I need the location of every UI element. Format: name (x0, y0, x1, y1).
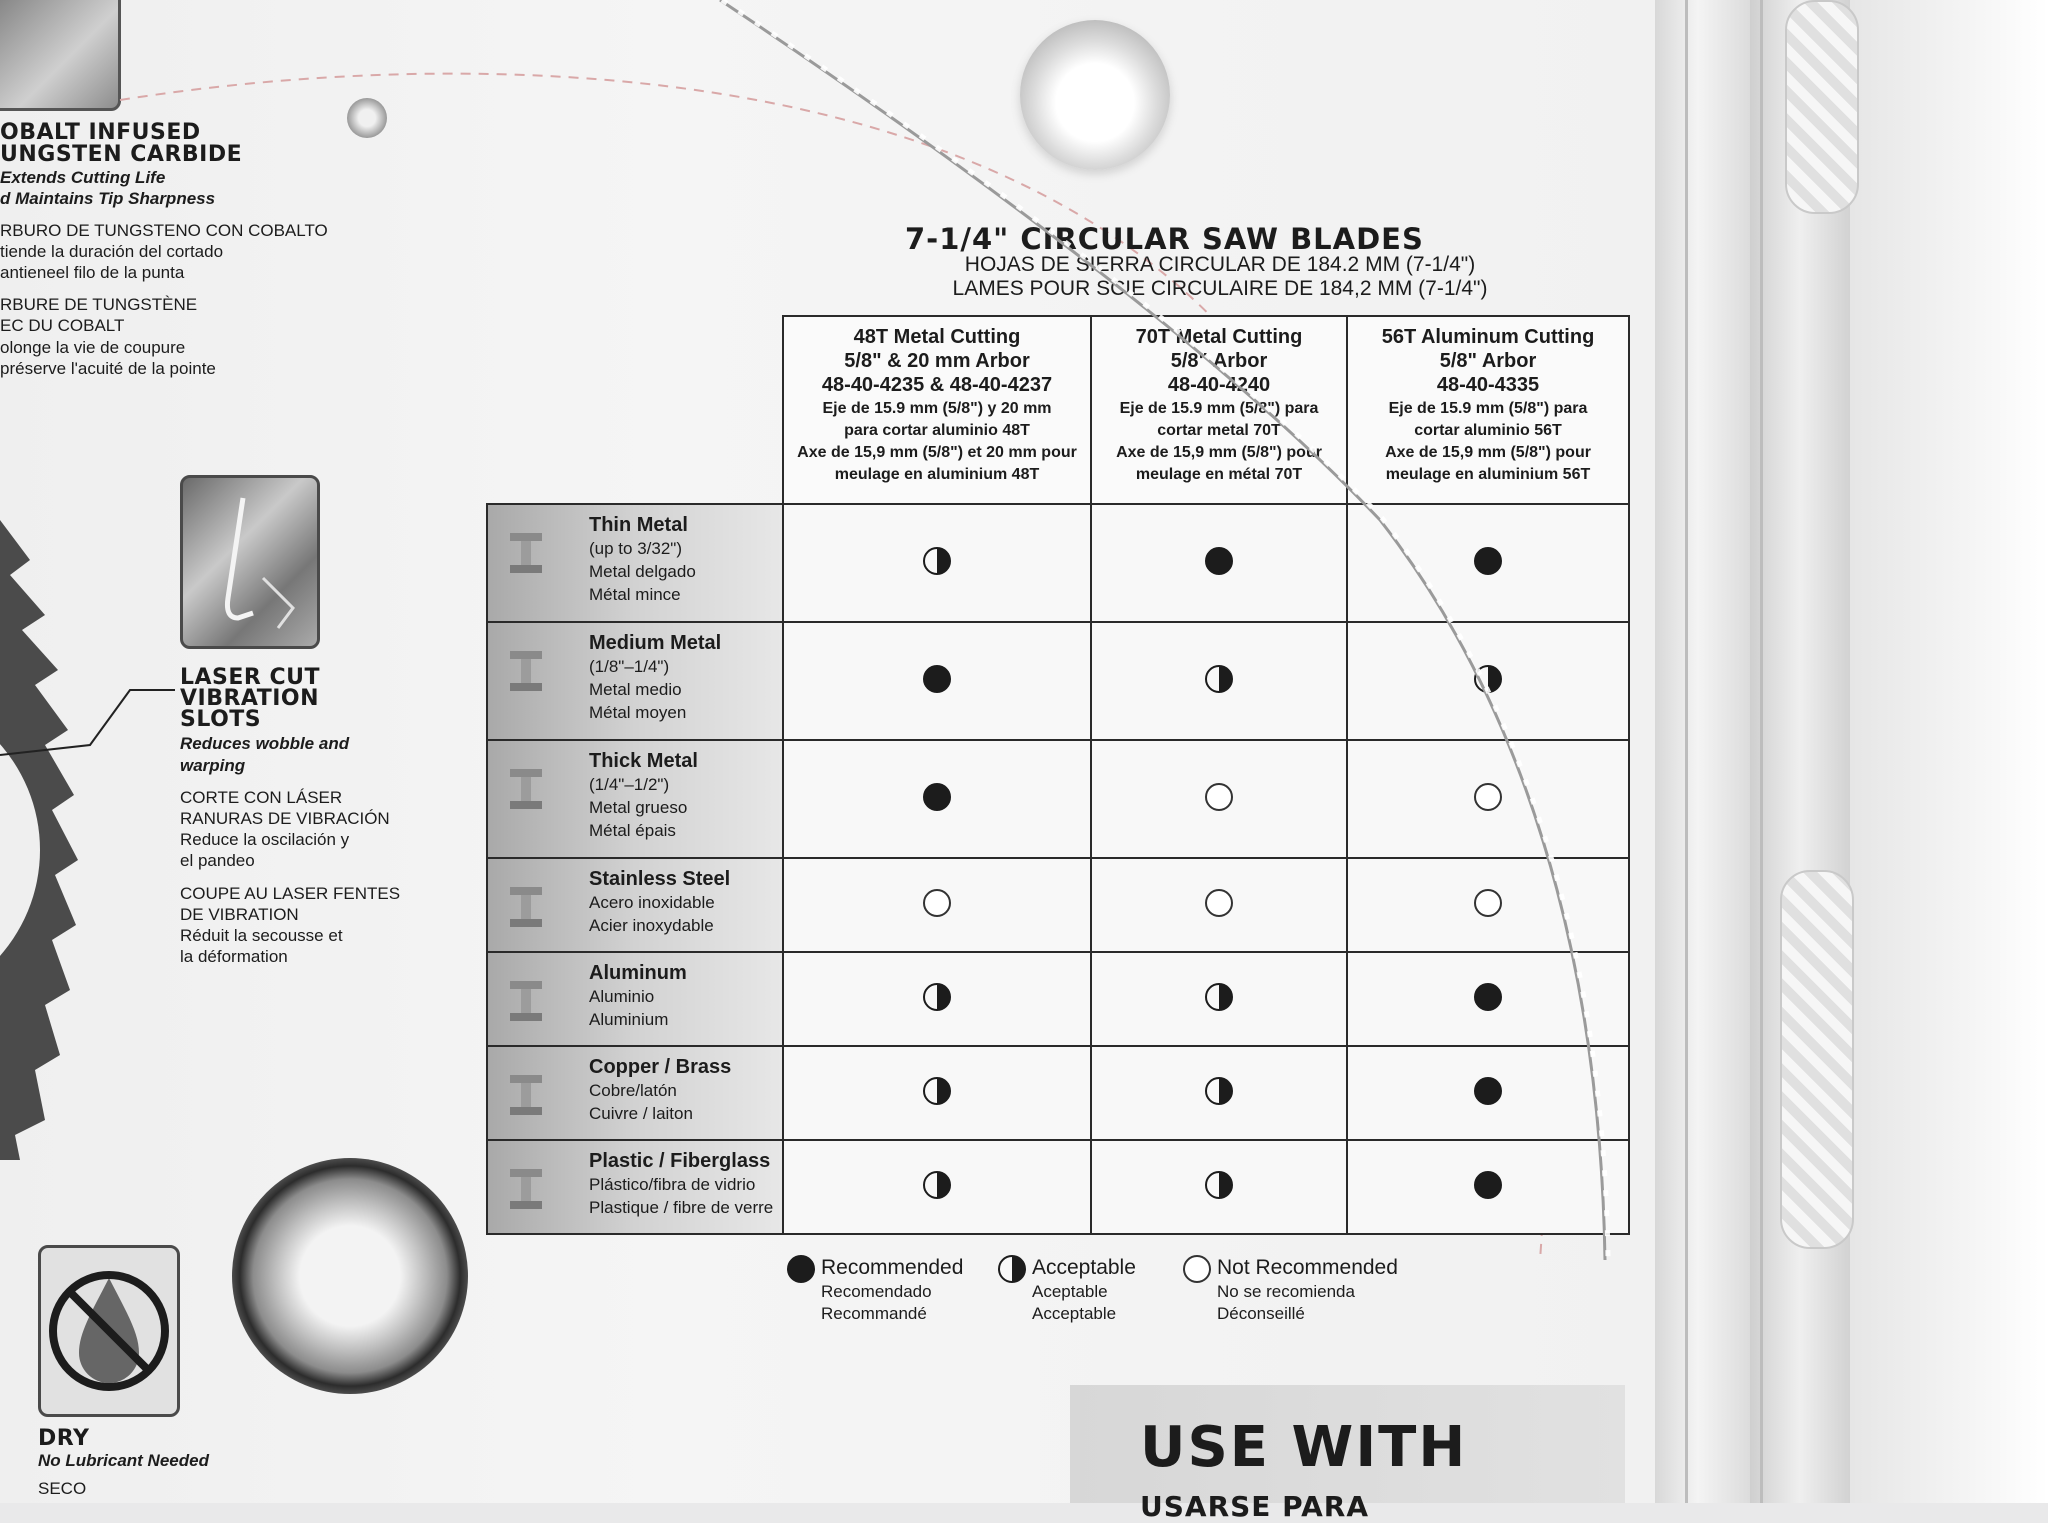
material-name: Plastic / Fiberglass (589, 1150, 771, 1172)
material-fr: Plastique / fibre de verre (589, 1198, 774, 1217)
laser-fr-2: DE VIBRATION (180, 905, 299, 924)
material-spec: (1/8"–1/4") (589, 657, 670, 676)
col-arbor: 5/8" & 20 mm Arbor (844, 350, 1030, 372)
legend-label: Acceptable (1032, 1256, 1136, 1279)
carbide-title-2: UNGSTEN CARBIDE (0, 142, 243, 167)
col-es-2: cortar metal 70T (1157, 422, 1281, 439)
carbide-fr-4: préserve l'acuité de la pointe (0, 359, 216, 378)
material-name: Medium Metal (589, 632, 722, 654)
legend-fr: Acceptable (1032, 1304, 1117, 1323)
laser-tag-1: Reduces wobble and (180, 734, 350, 753)
material-fr: Cuivre / laiton (589, 1104, 693, 1123)
material-name: Thin Metal (589, 514, 688, 536)
legend-fr: Déconseillé (1217, 1304, 1305, 1323)
laser-title-2: VIBRATION (180, 686, 320, 711)
col-part: 48-40-4240 (1167, 374, 1271, 396)
chart-title: 7-1/4" CIRCULAR SAW BLADES (905, 222, 1424, 256)
material-es: Cobre/latón (589, 1081, 677, 1100)
col-fr-2: meulage en aluminium 56T (1385, 466, 1591, 483)
legend-label: Recommended (821, 1256, 964, 1279)
material-es: Plástico/fibra de vidrio (589, 1175, 756, 1194)
laser-es-2: RANURAS DE VIBRACIÓN (180, 809, 390, 828)
blister-rail-middle (1750, 0, 1850, 1503)
col-arbor: 5/8" Arbor (1170, 350, 1268, 372)
carbide-title-1: OBALT INFUSED (0, 120, 201, 145)
laser-es-1: CORTE CON LÁSER (180, 788, 343, 807)
laser-title-3: SLOTS (180, 707, 262, 732)
material-fr: Métal mince (589, 585, 681, 604)
material-name: Copper / Brass (589, 1056, 732, 1078)
col-fr-1: Axe de 15,9 mm (5/8") pour (1385, 444, 1591, 461)
blister-rail-outer (1850, 0, 2048, 1503)
col-fr-2: meulage en aluminium 48T (834, 466, 1040, 483)
carbide-tag-1: Extends Cutting Life (0, 168, 166, 187)
col-es-1: Eje de 15.9 mm (5/8") y 20 mm (822, 400, 1052, 417)
col-part: 48-40-4335 (1436, 374, 1540, 396)
col-title: 70T Metal Cutting (1135, 326, 1303, 348)
rail-edge (1760, 0, 1763, 1503)
legend-es: No se recomienda (1217, 1282, 1355, 1301)
col-fr-2: meulage en métal 70T (1135, 466, 1303, 483)
blister-clip-top (1785, 0, 1859, 214)
laser-es-3: Reduce la oscilación y (180, 830, 350, 849)
material-name: Aluminum (589, 962, 687, 984)
laser-fr-1: COUPE AU LASER FENTES (180, 884, 401, 903)
rail-edge (1685, 0, 1688, 1503)
material-fr: Acier inoxydable (589, 916, 714, 935)
material-fr: Métal épais (589, 821, 676, 840)
material-name: Stainless Steel (589, 868, 731, 890)
material-es: Metal delgado (589, 562, 696, 581)
col-part: 48-40-4235 & 48-40-4237 (821, 374, 1053, 396)
use-with-title: USE WITH (1140, 1415, 1468, 1480)
col-es-1: Eje de 15.9 mm (5/8") para (1119, 400, 1319, 417)
chart-subtitle-es: HOJAS DE SIERRA CIRCULAR DE 184.2 MM (7-1/4") (964, 253, 1476, 276)
col-es-1: Eje de 15.9 mm (5/8") para (1388, 400, 1588, 417)
carbide-fr-2: EC DU COBALT (0, 316, 125, 335)
material-fr: Métal moyen (589, 703, 687, 722)
material-es: Aluminio (589, 987, 655, 1006)
laser-tag-2: warping (180, 756, 246, 775)
laser-fr-3: Réduit la secousse et (180, 926, 343, 945)
carbide-fr-3: olonge la vie de coupure (0, 338, 186, 357)
chart-subtitle-fr: LAMES POUR SCIE CIRCULAIRE DE 184,2 MM (7-1/4") (952, 277, 1488, 300)
material-es: Metal medio (589, 680, 682, 699)
col-es-2: cortar aluminio 56T (1414, 422, 1562, 439)
laser-fr-4: la déformation (180, 947, 288, 966)
carbide-es-1: RBURO DE TUNGSTENO CON COBALTO (0, 221, 328, 240)
carbide-tag-2: d Maintains Tip Sharpness (0, 189, 216, 208)
laser-es-4: el pandeo (180, 851, 255, 870)
use-with-subtitle: USARSE PARA (1140, 1490, 1370, 1523)
col-title: 56T Aluminum Cutting (1381, 326, 1595, 348)
dry-es: SECO (38, 1479, 87, 1498)
carbide-es-2: tiende la duración del cortado (0, 242, 224, 261)
material-spec: (up to 3/32") (589, 539, 682, 558)
col-arbor: 5/8" Arbor (1439, 350, 1537, 372)
blister-clip-bottom (1780, 870, 1854, 1249)
material-es: Metal grueso (589, 798, 688, 817)
material-fr: Aluminium (589, 1010, 669, 1029)
material-es: Acero inoxidable (589, 893, 715, 912)
col-title: 48T Metal Cutting (853, 326, 1021, 348)
legend-label: Not Recommended (1217, 1256, 1398, 1279)
col-es-2: para cortar aluminio 48T (844, 422, 1030, 439)
legend-fr: Recommandé (821, 1304, 927, 1323)
col-fr-1: Axe de 15,9 mm (5/8") pour (1116, 444, 1322, 461)
carbide-es-3: antieneel filo de la punta (0, 263, 185, 282)
material-name: Thick Metal (589, 750, 698, 772)
legend-es: Recomendado (821, 1282, 932, 1301)
dry-title: DRY (38, 1426, 90, 1451)
legend-es: Aceptable (1032, 1282, 1108, 1301)
material-spec: (1/4"–1/2") (589, 775, 670, 794)
col-fr-1: Axe de 15,9 mm (5/8") et 20 mm pour (797, 444, 1077, 461)
blister-rail-inner (1655, 0, 1750, 1503)
dry-tag: No Lubricant Needed (38, 1451, 209, 1470)
carbide-fr-1: RBURE DE TUNGSTÈNE (0, 295, 198, 314)
laser-title-1: LASER CUT (180, 665, 321, 690)
